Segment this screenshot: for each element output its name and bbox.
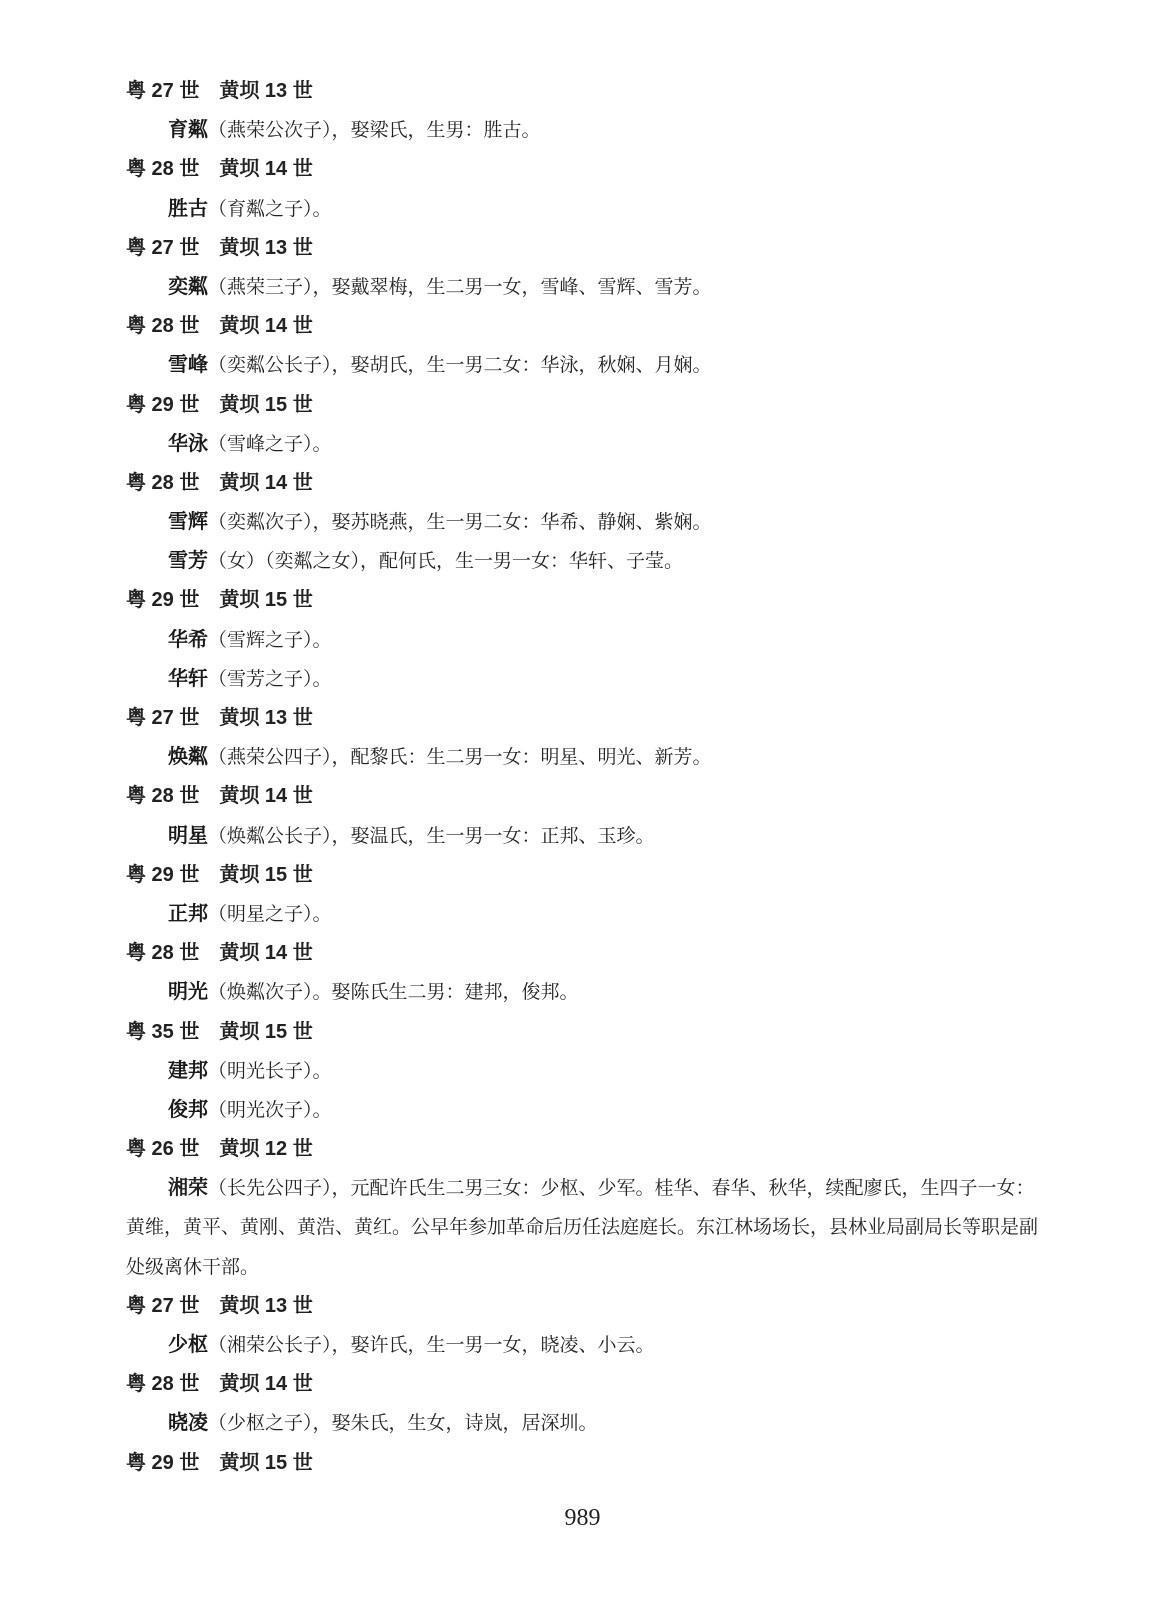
person-name: 明光 [168, 981, 208, 1004]
generation-yue: 粤 26 世 [126, 1138, 200, 1161]
generation-huangba: 黄坝 15 世 [219, 393, 313, 416]
person-name: 胜古 [168, 197, 208, 220]
page-number: 989 [564, 1505, 601, 1531]
person-entry [126, 503, 1066, 542]
person-entry [126, 268, 1066, 307]
generation-heading [126, 699, 1066, 738]
person-entry [126, 1052, 1066, 1091]
generation-heading [126, 934, 1066, 973]
generation-huangba: 黄坝 15 世 [219, 1451, 313, 1474]
person-entry-paragraph [126, 1169, 1046, 1287]
generation-heading [126, 1444, 1066, 1483]
person-name: 焕粼 [168, 746, 208, 769]
person-description: （雪芳之子）。 [208, 667, 332, 690]
generation-heading [126, 1130, 1066, 1169]
generation-huangba: 黄坝 13 世 [219, 236, 313, 259]
person-description: （育粼之子）。 [208, 197, 332, 220]
person-description: （燕荣三子），娶戴翠梅，生二男一女，雪峰、雪辉、雪芳。 [208, 275, 712, 298]
generation-yue: 粤 28 世 [126, 315, 200, 338]
generation-huangba: 黄坝 14 世 [219, 158, 313, 181]
generation-heading [126, 1287, 1066, 1326]
person-name: 华希 [168, 628, 208, 651]
generation-heading [126, 72, 1066, 111]
person-entry [126, 346, 1066, 385]
generation-yue: 粤 28 世 [126, 1373, 200, 1396]
generation-yue: 粤 27 世 [126, 1294, 200, 1317]
generation-heading [126, 777, 1066, 816]
generation-heading [126, 150, 1066, 189]
person-name: 明星 [168, 824, 208, 847]
generation-heading [126, 856, 1066, 895]
person-description: （雪辉之子）。 [208, 628, 332, 651]
person-description: （焕粼公长子），娶温氏，生一男一女：正邦、玉珍。 [208, 824, 655, 847]
person-name: 华轩 [168, 667, 208, 690]
person-description: （雪峰之子）。 [208, 432, 332, 455]
generation-huangba: 黄坝 12 世 [219, 1138, 313, 1161]
person-entry [126, 1404, 1066, 1443]
generation-yue: 粤 29 世 [126, 863, 200, 886]
person-description: （明星之子）。 [208, 902, 332, 925]
person-name: 奕粼 [168, 275, 208, 298]
generation-heading [126, 464, 1066, 503]
generation-yue: 粤 29 世 [126, 393, 200, 416]
generation-yue: 粤 28 世 [126, 158, 200, 181]
person-entry [126, 895, 1066, 934]
person-entry [126, 1091, 1066, 1130]
person-description: （奕粼次子），娶苏晓燕，生一男二女：华希、静娴、紫娴。 [208, 511, 712, 534]
person-name: 俊邦 [168, 1098, 208, 1121]
person-entry [126, 190, 1066, 229]
generation-yue: 粤 27 世 [126, 80, 200, 102]
person-name: 雪峰 [168, 354, 208, 377]
generation-huangba: 黄坝 14 世 [219, 315, 313, 338]
person-entry [126, 817, 1066, 856]
person-description: （焕粼次子）。娶陈氏生二男：建邦，俊邦。 [208, 981, 579, 1004]
person-entry [126, 973, 1066, 1012]
generation-heading [126, 1365, 1066, 1404]
generation-yue: 粤 28 世 [126, 471, 200, 494]
person-name: 建邦 [168, 1059, 208, 1082]
person-description: （燕荣公四子），配黎氏：生二男一女：明星、明光、新芳。 [208, 746, 712, 769]
generation-heading [126, 307, 1066, 346]
person-name: 雪芳 [168, 550, 208, 573]
person-entry [126, 621, 1066, 660]
generation-heading [126, 229, 1066, 268]
generation-yue: 粤 29 世 [126, 1451, 200, 1474]
person-name: 华泳 [168, 432, 208, 455]
person-description: （湘荣公长子），娶许氏，生一男一女，晓凌、小云。 [208, 1334, 655, 1357]
generation-huangba: 黄坝 14 世 [219, 1373, 313, 1396]
generation-yue: 粤 28 世 [126, 942, 200, 965]
generation-huangba: 黄坝 13 世 [219, 707, 313, 729]
person-entry [126, 738, 1066, 777]
generation-heading [126, 386, 1066, 425]
generation-huangba: 黄坝 15 世 [219, 863, 313, 886]
person-description: （明光次子）。 [208, 1098, 332, 1121]
generation-huangba: 黄坝 13 世 [219, 1294, 313, 1317]
person-name: 湘荣 [168, 1177, 208, 1200]
person-description: （少枢之子），娶朱氏，生女，诗岚，居深圳。 [208, 1412, 598, 1435]
person-description: （女）（奕粼之女），配何氏，生一男一女：华轩、子莹。 [208, 550, 684, 573]
generation-yue: 粤 27 世 [126, 236, 200, 259]
person-description: （明光长子）。 [208, 1059, 332, 1082]
person-description: （奕粼公长子），娶胡氏，生一男二女：华泳，秋娴、月娴。 [208, 354, 712, 377]
genealogy-entries [126, 72, 1066, 1483]
person-entry [126, 542, 1066, 581]
person-name: 少枢 [168, 1334, 208, 1357]
person-name: 正邦 [168, 902, 208, 925]
generation-heading [126, 1013, 1066, 1052]
person-name: 晓凌 [168, 1412, 208, 1435]
person-name: 育粼 [168, 119, 208, 142]
person-entry [126, 1326, 1066, 1365]
person-description: （长先公四子），元配许氏生二男三女：少枢、少军。桂华、春华、秋华，续配廖氏，生四子一女：黄维，黄平、黄刚、黄浩、黄红。公早年参加革命后历任法庭庭长。东江林场场长，县林业局副局长等职是副处级离休干部。 [126, 1177, 1039, 1278]
generation-yue: 粤 27 世 [126, 707, 200, 729]
generation-huangba: 黄坝 15 世 [219, 1020, 313, 1043]
generation-yue: 粤 35 世 [126, 1020, 200, 1043]
generation-huangba: 黄坝 13 世 [219, 80, 313, 102]
person-entry [126, 425, 1066, 464]
generation-yue: 粤 28 世 [126, 785, 200, 808]
generation-huangba: 黄坝 14 世 [219, 471, 313, 494]
generation-yue: 粤 29 世 [126, 589, 200, 612]
person-entry [126, 111, 1066, 150]
generation-huangba: 黄坝 14 世 [219, 785, 313, 808]
person-name: 雪辉 [168, 511, 208, 534]
generation-heading [126, 581, 1066, 620]
generation-huangba: 黄坝 14 世 [219, 942, 313, 965]
person-description: （燕荣公次子），娶梁氏，生男：胜古。 [208, 119, 541, 142]
generation-huangba: 黄坝 15 世 [219, 589, 313, 612]
person-entry [126, 660, 1066, 699]
